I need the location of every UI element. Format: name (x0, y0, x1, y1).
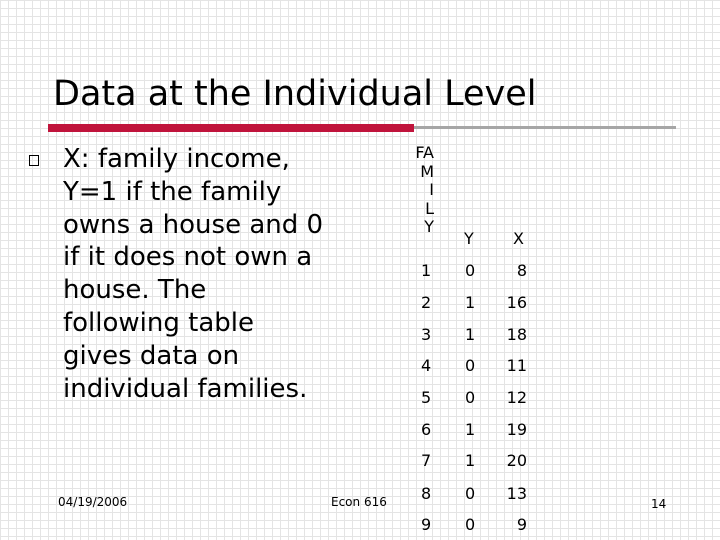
title-rule-accent (48, 124, 414, 132)
table-cell-y: 0 (465, 484, 476, 503)
table-cell-y: 0 (465, 356, 476, 375)
table-cell-family: 1 (421, 261, 432, 280)
table-row (0, 452, 720, 470)
footer-date: 04/19/2006 (58, 495, 128, 509)
table-row (0, 357, 720, 375)
table-row (0, 262, 720, 280)
table-cell-x: 20 (506, 451, 527, 470)
table-cell-x: 18 (506, 325, 527, 344)
table-cell-family: 2 (421, 293, 432, 312)
table-cell-x: 8 (516, 261, 527, 280)
table-cell-y: 1 (465, 293, 476, 312)
slide-title: Data at the Individual Level (53, 74, 537, 114)
table-cell-family: 4 (421, 356, 432, 375)
table-row (0, 389, 720, 407)
table-cell-x: 16 (506, 293, 527, 312)
table-header-y: Y (464, 229, 474, 248)
table-cell-family: 9 (421, 515, 432, 534)
bullet-square-icon (29, 155, 39, 166)
table-cell-y: 1 (465, 420, 476, 439)
table-header-family: FA M I L Y (415, 143, 434, 236)
slide-number: 14 (651, 497, 667, 511)
table-cell-y: 1 (465, 325, 476, 344)
footer-course: Econ 616 (331, 495, 387, 509)
table-cell-y: 0 (465, 515, 476, 534)
table-cell-family: 6 (421, 420, 432, 439)
table-cell-y: 0 (465, 261, 476, 280)
table-row (0, 294, 720, 312)
table-cell-x: 19 (506, 420, 527, 439)
table-cell-y: 0 (465, 388, 476, 407)
bullet-text: X: family income, Y=1 if the family owns a house and 0 if it does not own a house. The following table gives data on individual families. (63, 144, 324, 404)
table-cell-x: 11 (506, 356, 527, 375)
table-cell-y: 1 (465, 451, 476, 470)
table-cell-x: 12 (506, 388, 527, 407)
table-row (0, 326, 720, 344)
table-cell-family: 5 (421, 388, 432, 407)
table-row (0, 516, 720, 534)
table-cell-x: 13 (506, 484, 527, 503)
table-cell-family: 8 (421, 484, 432, 503)
table-row (0, 421, 720, 439)
table-cell-family: 7 (421, 451, 432, 470)
table-cell-x: 9 (516, 515, 527, 534)
table-header-x: X (513, 229, 524, 248)
table-cell-family: 3 (421, 325, 432, 344)
title-rule-gray (414, 126, 676, 129)
